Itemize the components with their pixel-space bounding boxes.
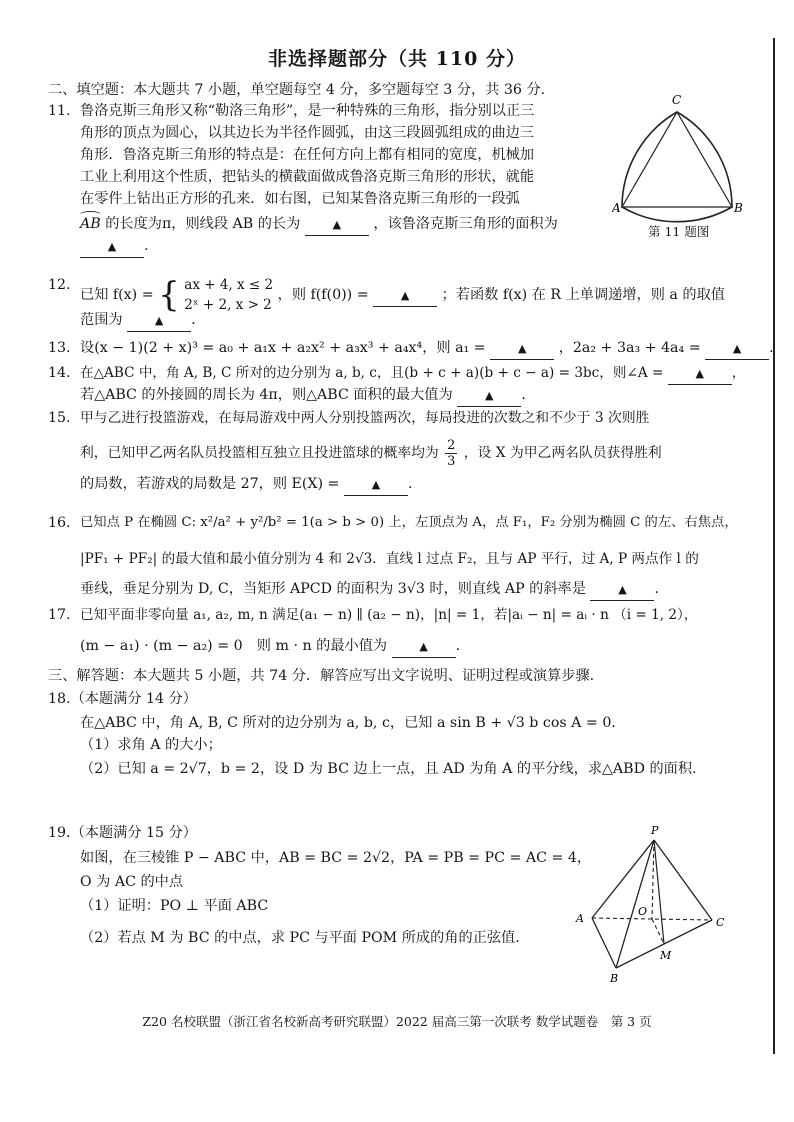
q11-answer-blank-2[interactable] bbox=[80, 236, 144, 258]
reuleaux-outline bbox=[622, 112, 732, 222]
q12-prefix: 已知 f(x) = bbox=[80, 287, 154, 303]
answer-placeholder-icon: ▲ bbox=[618, 583, 627, 596]
q14-answer-blank-1[interactable] bbox=[668, 363, 732, 385]
q11-answer-blank-1[interactable] bbox=[305, 214, 369, 236]
q16-answer-blank[interactable] bbox=[590, 579, 654, 601]
q16-line-1: 已知点 P 在椭圆 C: x²/a² + y²/b² = 1(a > b > 0) 上，左顶点为 A，点 F₁，F₂ 分别为椭圆 C 的左、右焦点， bbox=[80, 515, 738, 530]
page-footer: Z20 名校联盟（浙江省名校新高考研究联盟）2022 届高三第一次联考 数学试题卷 第 3 页 bbox=[142, 1014, 652, 1029]
q13-text: 设(x − 1)(2 + x)³ = a₀ + a₁x + a₂x² + a₃x³ + a₄x⁴，则 a₁ = bbox=[80, 340, 486, 356]
q12-case-2: 2ˣ + 2, x > 2 bbox=[184, 297, 272, 313]
segment-pm bbox=[654, 840, 664, 944]
q11-line-6 bbox=[80, 214, 558, 236]
q12-case-1: ax + 4, x ≤ 2 bbox=[184, 277, 274, 293]
q17-line-1: 已知平面非零向量 a₁, a₂, m, n 满足(a₁ − n) ∥ (a₂ − n)，|n| = 1，若|aᵢ − n| = aᵢ · n （i = 1, 2）， bbox=[80, 607, 698, 623]
answer-placeholder-icon: ▲ bbox=[732, 342, 742, 355]
q11-line-3: 角形．鲁洛克斯三角形的特点是：在任何方向上都有相同的宽度，机械加 bbox=[80, 147, 535, 163]
edge-pc bbox=[654, 840, 712, 920]
section-fill-in-header: 二、填空题：本大题共 7 小题，单空题每空 4 分，多空题每空 3 分，共 36 分. bbox=[48, 82, 546, 98]
figure19-label-a: A bbox=[576, 912, 584, 925]
q11-line-7: ▲ . bbox=[80, 236, 149, 258]
q14-line-2: 若△ABC 的外接圆的周长为 4π，则△ABC 面积的最大值为 ▲ . bbox=[80, 385, 526, 407]
q13-mid: ，2a₂ + 3a₃ + 4a₄ = bbox=[558, 340, 701, 356]
answer-placeholder-icon: ▲ bbox=[107, 240, 117, 253]
q17-answer-blank[interactable] bbox=[392, 636, 456, 658]
answer-placeholder-icon: ▲ bbox=[484, 389, 494, 402]
q15-line-1: 甲与乙进行投篮游戏，在每局游戏中两人分别投篮两次，每局投进的次数之和不少于 3 次则胜 bbox=[80, 410, 650, 426]
q12-mid: ，则 f(f(0)) = bbox=[277, 287, 369, 303]
edge-pb bbox=[616, 840, 654, 968]
arc-overline bbox=[80, 211, 101, 218]
q11-line-4: 工业上利用这个性质，把钻头的横截面做成鲁洛克斯三角形的形状，就能 bbox=[80, 169, 535, 185]
q13-answer-blank-2[interactable] bbox=[705, 338, 769, 360]
edge-ab bbox=[592, 918, 616, 968]
section-solutions-header: 三、解答题：本大题共 5 小题，共 74 分．解答应写出文字说明、证明过程或演算步骤. bbox=[48, 668, 595, 684]
q18-header: 18.（本题满分 14 分） bbox=[48, 691, 197, 707]
figure19-label-m: M bbox=[660, 949, 672, 962]
piecewise-cases bbox=[184, 275, 273, 315]
q16-number: 16. bbox=[48, 515, 71, 531]
q11-line-2: 角形的顶点为圆心，以其边长为半径作圆弧，由这三段圆弧组成的曲边三 bbox=[80, 125, 535, 141]
q12-answer-blank-2[interactable] bbox=[127, 310, 191, 332]
q19-part-2: （2）若点 M 为 BC 的中点，求 PC 与平面 POM 所成的角的正弦值. bbox=[80, 930, 520, 946]
margin-rule bbox=[773, 38, 775, 1054]
answer-placeholder-icon: ▲ bbox=[400, 289, 410, 302]
segment-po bbox=[652, 840, 654, 919]
q12-tail: ；若函数 f(x) 在 R 上单调递增，则 a 的取值 bbox=[441, 287, 725, 303]
q13-number: 13. bbox=[48, 340, 71, 356]
inner-equilateral-triangle bbox=[622, 112, 732, 207]
figure19-label-o: O bbox=[638, 905, 648, 918]
q12-line-2-text: 范围为 bbox=[80, 312, 123, 328]
q18-line-1: 在△ABC 中，角 A, B, C 所对的边分别为 a, b, c，已知 a sin B + √3 b cos A = 0． bbox=[80, 715, 626, 731]
q15-line-3-text: 的局数，若游戏的局数是 27，则 E(X) = bbox=[80, 476, 340, 492]
q15-number: 15. bbox=[48, 410, 71, 426]
q11-line-1: 鲁洛克斯三角形又称“勒洛三角形”，是一种特殊的三角形，指分别以正三 bbox=[80, 103, 535, 119]
q16-line-3: 垂线，垂足分别为 D, C，当矩形 APCD 的面积为 3√3 时，则直线 AP 的斜率是 ▲ . bbox=[80, 579, 659, 601]
q12-number: 12. bbox=[48, 277, 71, 293]
figure19-label-b: B bbox=[610, 972, 619, 985]
q14-number: 14. bbox=[48, 365, 71, 381]
figure11-caption: 第 11 题图 bbox=[648, 224, 710, 239]
q11-line-6-b: ，该鲁洛克斯三角形的面积为 bbox=[373, 216, 558, 232]
q12-answer-blank-1[interactable] bbox=[373, 285, 437, 307]
fraction-two-thirds bbox=[445, 438, 457, 469]
q19-line-2: O 为 AC 的中点 bbox=[80, 874, 184, 890]
q18-part-1: （1）求角 A 的大小； bbox=[80, 737, 222, 753]
figure11-label-b: B bbox=[734, 201, 743, 215]
q13-answer-blank-1[interactable] bbox=[490, 338, 554, 360]
q17-line-2-text: (m − a₁) · (m − a₂) = 0 则 m · n 的最小值为 bbox=[80, 638, 388, 654]
figure19-label-p: P bbox=[651, 824, 659, 837]
fraction-numerator: 2 bbox=[447, 438, 456, 453]
q15-line-2 bbox=[80, 438, 662, 469]
q15-line-2-a: 利，已知甲乙两名队员投篮相互独立且投进篮球的概率均为 bbox=[80, 445, 439, 461]
q14-line-2-text: 若△ABC 的外接圆的周长为 4π，则△ABC 面积的最大值为 bbox=[80, 387, 453, 403]
q11-arc-text: AB bbox=[80, 216, 101, 232]
q12-line-1 bbox=[80, 275, 725, 315]
q15-line-3: 的局数，若游戏的局数是 27，则 E(X) = ▲ . bbox=[80, 474, 412, 496]
answer-placeholder-icon: ▲ bbox=[419, 640, 428, 653]
fraction-denominator: 3 bbox=[447, 454, 456, 469]
figure11-label-a: A bbox=[612, 201, 621, 215]
q16-line-2: |PF₁ + PF₂| 的最大值和最小值分别为 4 和 2√3．直线 l 过点 F₂，且与 AP 平行，过 A, P 两点作 l 的 bbox=[80, 551, 699, 567]
q11-line-5: 在零件上钻出正方形的孔来．如右图，已知某鲁洛克斯三角形的一段弧 bbox=[80, 191, 520, 207]
answer-placeholder-icon: ▲ bbox=[332, 218, 342, 231]
q15-answer-blank[interactable] bbox=[344, 474, 408, 496]
figure11-label-c: C bbox=[672, 93, 682, 107]
q11-number: 11. bbox=[48, 103, 71, 119]
q12-line-2: 范围为 ▲ . bbox=[80, 310, 196, 332]
answer-placeholder-icon: ▲ bbox=[371, 478, 381, 491]
q19-header: 19.（本题满分 15 分） bbox=[48, 825, 197, 841]
answer-placeholder-icon: ▲ bbox=[695, 367, 704, 380]
answer-placeholder-icon: ▲ bbox=[517, 342, 527, 355]
q14-line-1: 在△ABC 中，角 A, B, C 所对的边分别为 a, b, c，且(b + c + a)(b + c − a) = 3bc，则∠A = ▲ ， bbox=[80, 363, 745, 385]
q16-line-3-text: 垂线，垂足分别为 D, C，当矩形 APCD 的面积为 3√3 时，则直线 AP 的斜率是 bbox=[80, 581, 586, 597]
answer-placeholder-icon: ▲ bbox=[154, 314, 164, 327]
q19-line-1: 如图，在三棱锥 P − ABC 中，AB = BC = 2√2，PA = PB = PC = AC = 4， bbox=[80, 850, 592, 866]
q15-line-2-b: ，设 X 为甲乙两名队员获得胜利 bbox=[463, 445, 662, 461]
q14-answer-blank-2[interactable] bbox=[457, 385, 521, 407]
tetrahedron-figure bbox=[572, 822, 732, 988]
q19-part-1: （1）证明：PO ⊥ 平面 ABC bbox=[80, 898, 269, 914]
q11-arc-label bbox=[80, 214, 101, 234]
q13-line: 设(x − 1)(2 + x)³ = a₀ + a₁x + a₂x² + a₃x³ + a₄x⁴，则 a₁ = ▲ ，2a₂ + 3a₃ + 4a₄ = ▲ . bbox=[80, 338, 774, 360]
page-title: 非选择题部分（共 110 分） bbox=[268, 48, 526, 70]
q11-line-6-a: 的长度为π，则线段 AB 的长为 bbox=[105, 216, 301, 232]
q18-part-2: （2）已知 a = 2√7，b = 2，设 D 为 BC 边上一点，且 AD 为角 A 的平分线，求△ABD 的面积. bbox=[80, 761, 697, 777]
piecewise-brace: { bbox=[158, 275, 180, 315]
figure19-label-c: C bbox=[716, 916, 725, 929]
q17-line-2: (m − a₁) · (m − a₂) = 0 则 m · n 的最小值为 ▲ . bbox=[80, 636, 460, 658]
q17-number: 17. bbox=[48, 607, 71, 623]
reuleaux-triangle-figure bbox=[612, 90, 762, 230]
q14-text: 在△ABC 中，角 A, B, C 所对的边分别为 a, b, c，且(b + c + a)(b + c − a) = 3bc，则∠A = bbox=[80, 365, 664, 381]
